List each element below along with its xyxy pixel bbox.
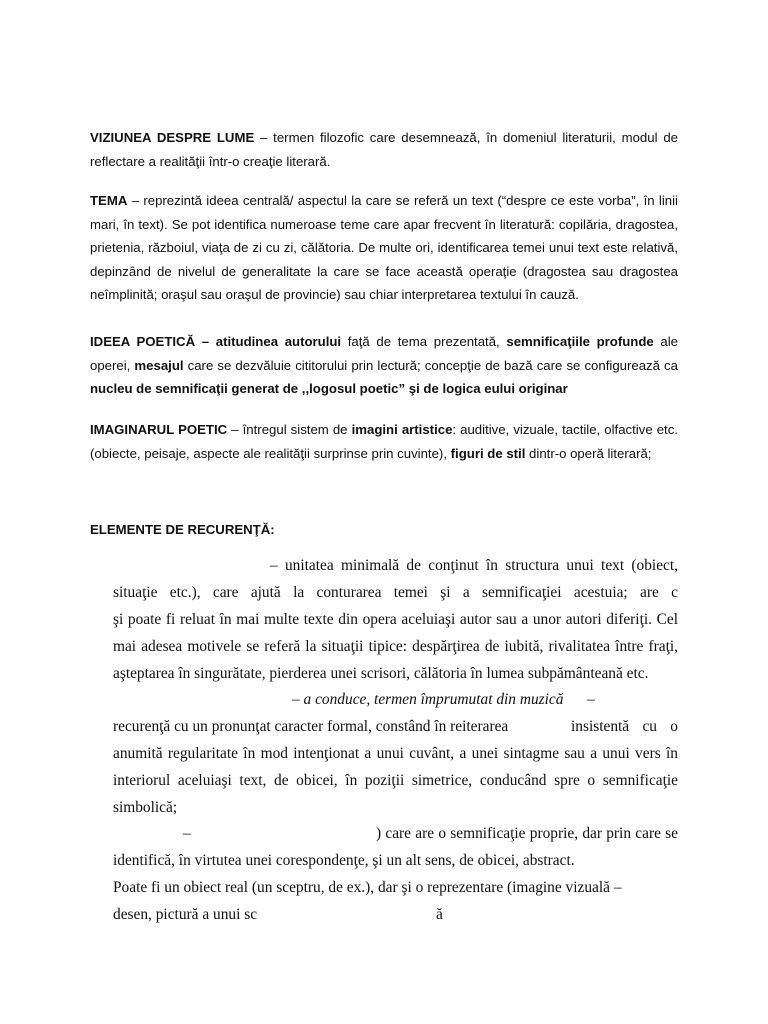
simbol-line-2: identifică, în virtutea unei corespondenţe, şi un alt sens, de obicei, abstract.	[113, 852, 575, 869]
motiv-line-4: mai adesea motivele se referă la situaţii tipice: despărţirea de iubită, rivalitatea între fraţi,	[113, 638, 678, 655]
simbol-line-1: ) care are o semnificaţie proprie, dar prin care se	[376, 825, 678, 842]
term-ideea: IDEEA POETICĂ – atitudinea autorului	[90, 334, 342, 349]
simbol-line-4: desen, pictură a unui sc	[113, 906, 258, 923]
definition-ideea	[90, 330, 678, 401]
bold-nucleu: nucleu de semnificaţii generat de ,,logosul poetic” şi de logica eului originar	[90, 381, 568, 396]
motiv-line-2: situaţie etc.), care ajută la conturarea temei şi a semnificaţiei acestuia; are c	[113, 584, 678, 601]
text-imaginarul-3: dintr-o operă literară;	[525, 445, 652, 461]
term-imaginarul: IMAGINARUL POETIC	[90, 422, 228, 437]
text-tema: – reprezintă ideea centrală/ aspectul la care se referă un text (“despre ce este vorba”, în linii mari, în text). Se pot identifica numeroase teme care apar frecvent în literatură: copilăria, dragostea, prietenia, războiul, viaţa de zi cu zi, călătoria. De multe ori, identificarea temei unui text este relativă, depinzând de nivelul de generalitate la care se face această operaţie (dragostea sau dragostea neîmplinită; oraşul sau oraşul de provincie) sau chiar interpretarea textului în cauză.	[90, 193, 678, 302]
text-imaginarul-2: : auditive, vizuale, tactile, olfactive etc. (obiecte, peisaje, aspecte ale realităţii surprinse prin cuvinte),	[90, 422, 678, 461]
bold-mesajul: mesajul	[134, 357, 184, 373]
heading-recurenta: ELEMENTE DE RECURENŢĂ:	[90, 522, 275, 537]
bold-figuri: figuri de stil	[450, 445, 526, 461]
simbol-line-4-end: ă	[436, 906, 443, 923]
text-ideea-2: ale operei,	[90, 334, 679, 373]
bold-semnificatii: semnificaţiile profunde	[506, 334, 654, 349]
term-viziunea: VIZIUNEA DESPRE LUME	[90, 130, 255, 145]
laitmotiv-line-2b: insistentă cu o	[571, 718, 678, 735]
simbol-line-3: Poate fi un obiect real (un sceptru, de ex.), dar şi o reprezentare (imagine vizuală –	[113, 879, 622, 896]
motiv-line-3: şi poate fi reluat în mai multe texte din opera aceluiaşi autor sau a unor autori diferiţi. Cel	[113, 611, 678, 628]
term-tema: TEMA	[90, 193, 128, 208]
motiv-line-5: aşteptarea în singurătate, pierderea unei scrisori, călătoria în lumea subpământeană etc.	[113, 665, 649, 682]
laitmotiv-line-5: simbolică;	[113, 799, 178, 816]
text-viziunea: – termen filozofic care desemnează, în domeniul literaturii, modul de reflectare a realităţii într-o creaţie literară.	[90, 130, 678, 169]
laitmotiv-line-3: anumită regularitate în mod intenţionat a unui cuvânt, a unei sintagme sau a unui vers în	[113, 745, 678, 762]
laitmotiv-dash: –	[587, 691, 595, 708]
bold-imagini: imagini artistice	[351, 422, 453, 437]
simbol-dash: –	[183, 825, 191, 842]
laitmotiv-line-1: – a conduce, termen împrumutat din muzică	[292, 691, 564, 708]
text-ideea-3: care se dezvăluie cititorului prin lectură; concepţie de bază care se configurează ca	[183, 357, 678, 373]
definition-tema	[90, 189, 678, 307]
motiv-line-1: – unitatea minimală de conţinut în structura unui text (obiect,	[270, 557, 678, 574]
definition-viziunea	[90, 126, 678, 173]
laitmotiv-line-4: interiorul aceluiaşi text, de obicei, în poziţii simetrice, conducând spre o semnificaţie	[113, 772, 678, 789]
text-imaginarul-1: – întregul sistem de	[227, 422, 352, 437]
text-ideea-1: faţă de tema prezentată,	[341, 334, 507, 349]
laitmotiv-line-2a: recurenţă cu un pronunţat caracter formal, constând în reiterarea	[113, 718, 509, 735]
definition-imaginarul	[90, 418, 678, 465]
